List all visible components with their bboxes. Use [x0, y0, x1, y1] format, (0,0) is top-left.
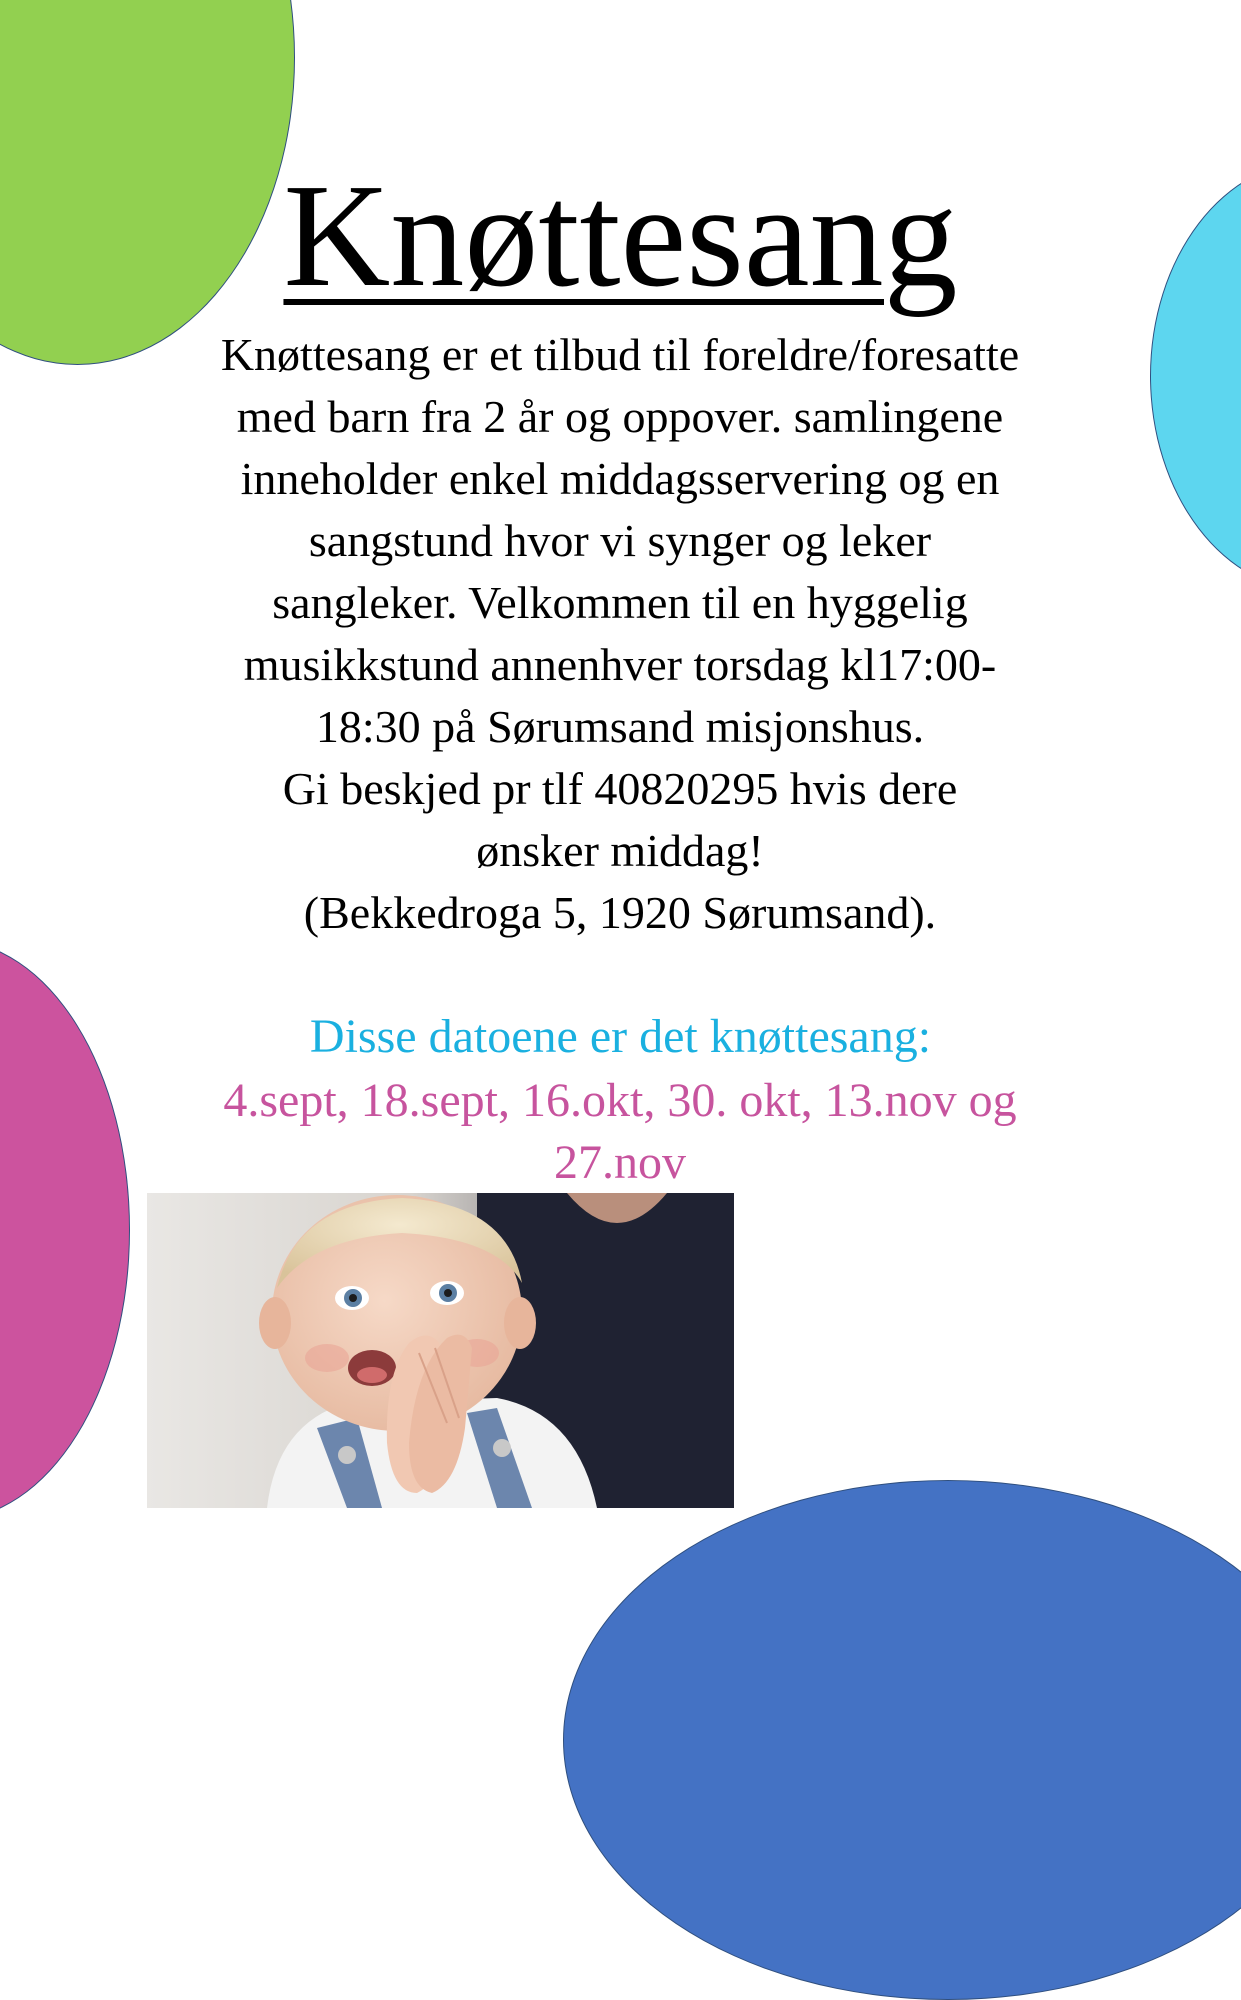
description-line: 18:30 på Sørumsand misjonshus. [315, 701, 925, 752]
page-title [0, 156, 1241, 316]
description-line: inneholder enkel middagsservering og en [240, 453, 1000, 504]
dates-line: 27.nov [554, 1136, 686, 1189]
child-clapping-photo [147, 1193, 734, 1508]
dates-line: 4.sept, 18.sept, 16.okt, 30. okt, 13.nov og [223, 1074, 1017, 1127]
description-paragraph [130, 324, 1110, 944]
description-line: Knøttesang er et tilbud til foreldre/foresatte [220, 329, 1020, 380]
dates-list [140, 1070, 1100, 1194]
description-line: sangleker. Velkommen til en hyggelig [272, 577, 968, 628]
description-line: Gi beskjed pr tlf 40820295 hvis dere [282, 763, 958, 814]
decorative-blue-circle [563, 1480, 1241, 2000]
dates-heading: Disse datoene er det knøttesang: [309, 1010, 932, 1063]
page-title-text: Knøttesang [283, 154, 958, 318]
description-line: musikkstund annenhver torsdag kl17:00- [243, 639, 997, 690]
description-line: sangstund hvor vi synger og leker [308, 515, 932, 566]
description-line: med barn fra 2 år og oppover. samlingene [236, 391, 1004, 442]
description-line: ønsker middag! [476, 825, 764, 876]
description-line: (Bekkedroga 5, 1920 Sørumsand). [303, 887, 937, 938]
